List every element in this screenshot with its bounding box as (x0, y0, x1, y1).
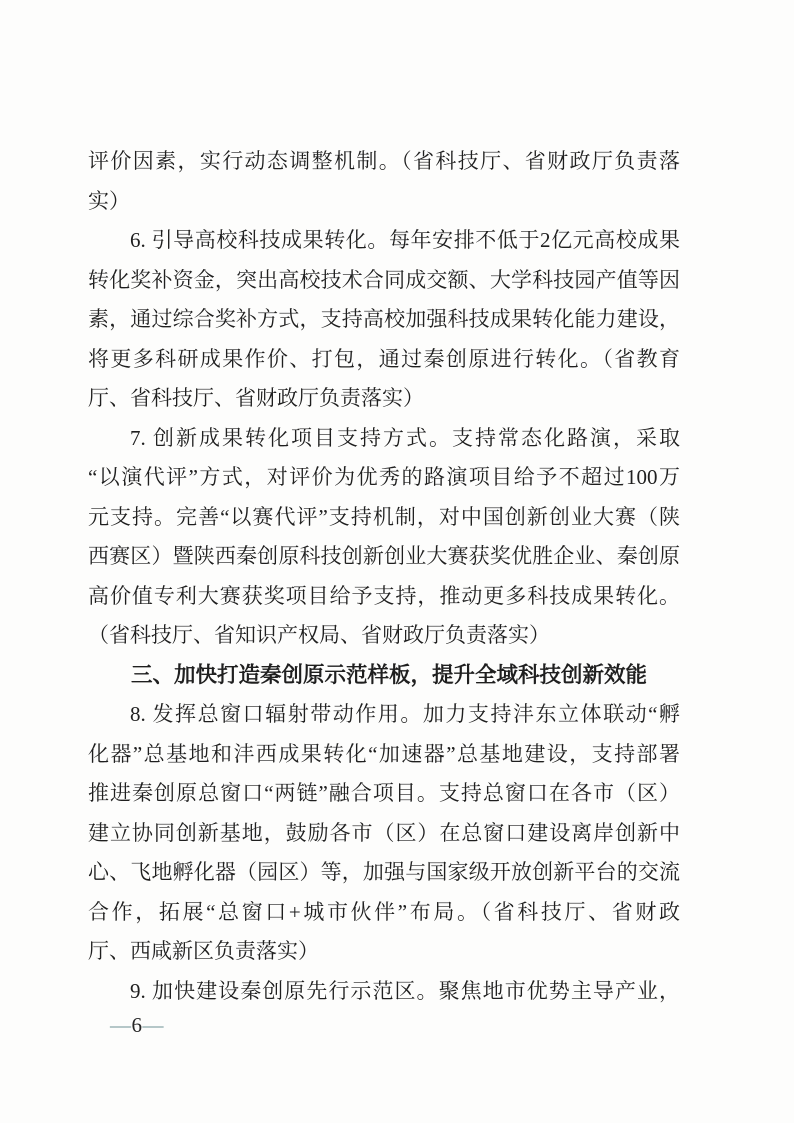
page-number-dash-left: — (110, 1013, 132, 1037)
text-line: 高价值专利大赛获奖项目给予支持，推动更多科技成果转化。 (88, 583, 680, 608)
text-line: 元支持。完善“以赛代评”支持机制，对中国创新创业大赛（陕 (88, 504, 680, 529)
text-line: 心、飞地孵化器（园区）等，加强与国家级开放创新平台的交流 (88, 860, 680, 884)
text-line: 转化奖补资金，突出高校技术合同成交额、大学科技园产值等因 (88, 267, 680, 292)
text-line: 化器”总基地和沣西成果转化“加速器”总基地建设，支持部署 (88, 741, 680, 766)
text-line: 实） (88, 188, 130, 213)
text-line: 7. 创新成果转化项目支持方式。支持常态化路演，采取 (130, 425, 680, 450)
page-number-dash-right: — (142, 1013, 164, 1037)
item-7 (88, 419, 680, 656)
text-line: 厅、西咸新区负责落实） (88, 939, 319, 963)
item-5-continuation (88, 142, 680, 221)
section-3-heading (88, 656, 680, 696)
text-line: 推进秦创原总窗口“两链”融合项目。支持总窗口在各市（区） (88, 781, 680, 805)
text-line: 三、加快打造秦创原示范样板，提升全域科技创新效能 (131, 662, 648, 687)
text-line: 6. 引导高校科技成果转化。每年安排不低于2亿元高校成果 (130, 228, 680, 252)
text-line: 9. 加快建设秦创原先行示范区。聚焦地市优势主导产业， (130, 978, 680, 1003)
text-line: “以演代评”方式，对评价为优秀的路演项目给予不超过100万 (88, 465, 680, 489)
item-6 (88, 221, 680, 419)
text-line: 将更多科研成果作价、打包，通过秦创原进行转化。（省教育 (88, 346, 680, 371)
page-number-value: 6 (131, 1013, 143, 1037)
text-line: 评价因素，实行动态调整机制。（省科技厅、省财政厅负责落 (88, 149, 680, 173)
item-9 (88, 972, 680, 1012)
text-line: 西赛区）暨陕西秦创原科技创新创业大赛获奖优胜企业、秦创原 (88, 544, 680, 568)
text-line: 厅、省科技厅、省财政厅负责落实） (88, 386, 424, 410)
document-text (88, 142, 680, 1011)
item-8 (88, 695, 680, 972)
text-line: 8. 发挥总窗口辐射带动作用。加力支持沣东立体联动“孵 (130, 702, 680, 726)
text-line: 素，通过综合奖补方式，支持高校加强科技成果转化能力建设， (88, 307, 680, 331)
page-number (110, 1010, 164, 1040)
text-line: 合作，拓展“总窗口+城市伙伴”布局。（省科技厅、省财政 (88, 899, 680, 924)
text-line: （省科技厅、省知识产权局、省财政厅负责落实） (88, 623, 550, 647)
text-line: 建立协同创新基地，鼓励各市（区）在总窗口建设离岸创新中 (88, 820, 680, 845)
